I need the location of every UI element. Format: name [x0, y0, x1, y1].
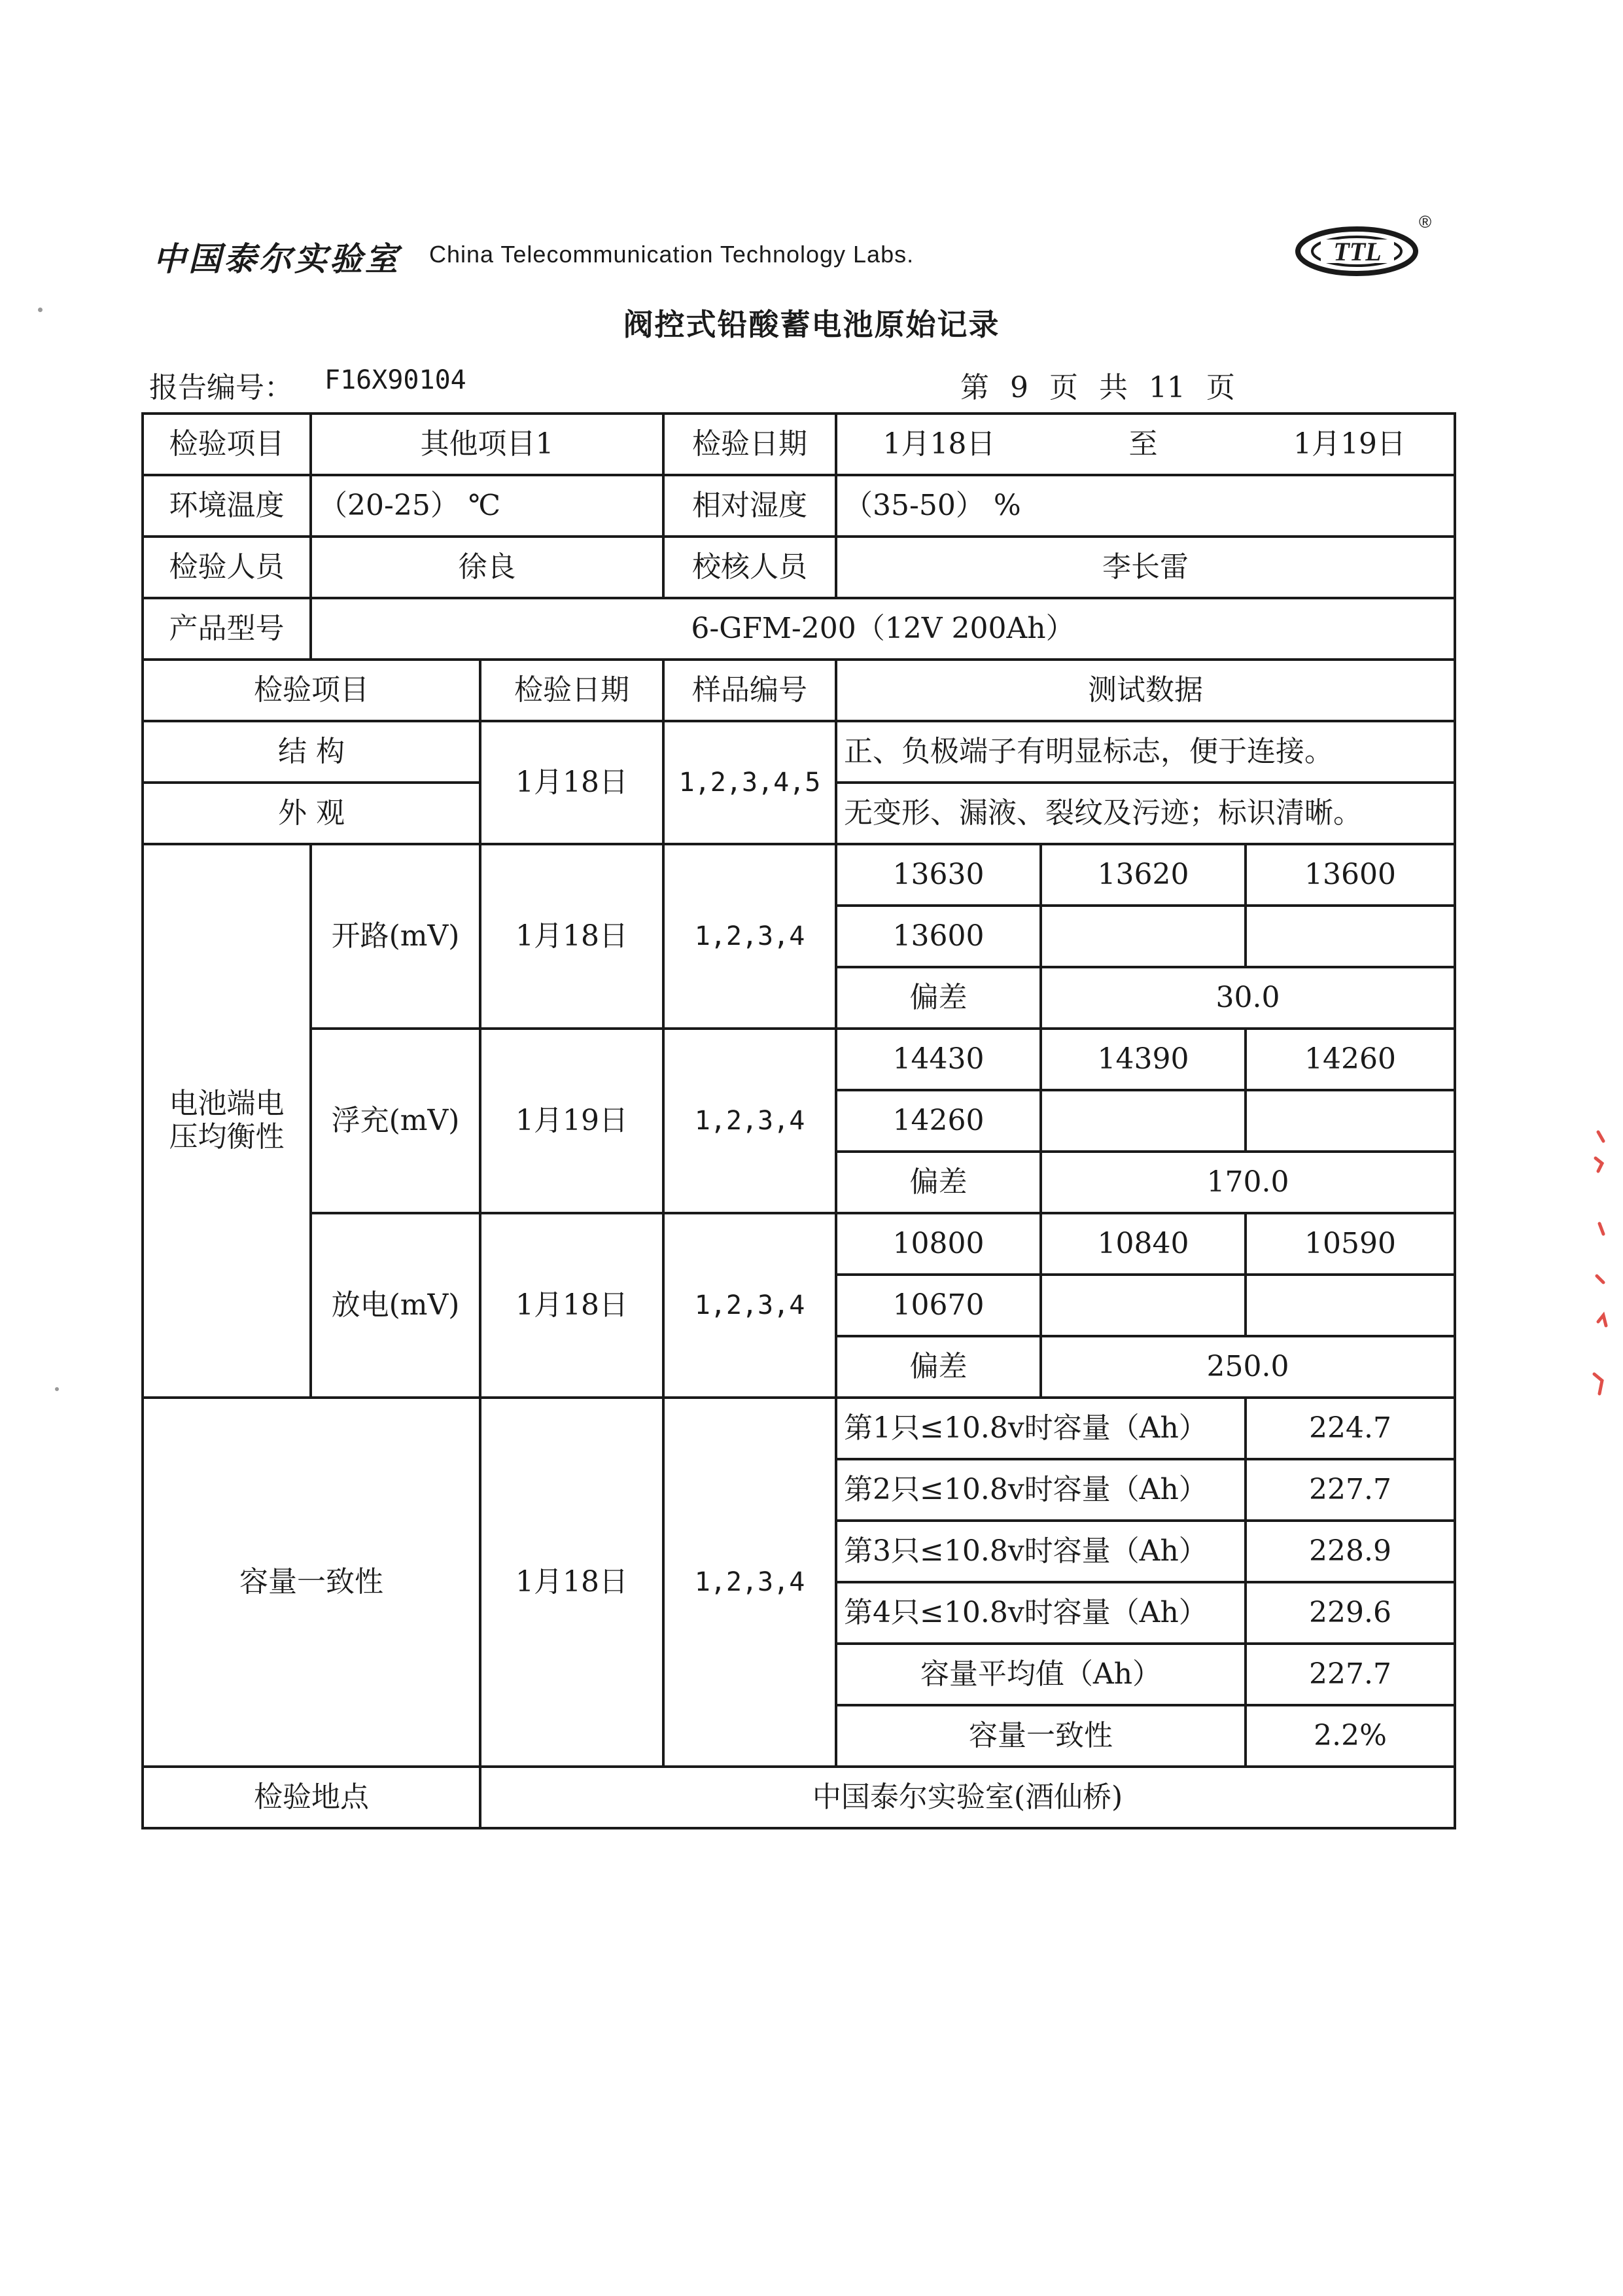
float-deviation-label: 偏差: [836, 1152, 1041, 1213]
empty-cell: [1041, 1275, 1246, 1336]
discharge-label: 放电(mV): [311, 1213, 480, 1398]
discharge-value-2: 10840: [1041, 1213, 1246, 1275]
float-date: 1月19日: [480, 1029, 663, 1213]
discharge-value-4: 10670: [836, 1275, 1041, 1336]
model-value: 6-GFM-200（12V 200Ah）: [311, 598, 1455, 660]
col-sample: 样品编号: [663, 660, 836, 721]
open-label: 开路(mV): [311, 844, 480, 1029]
discharge-value-3: 10590: [1246, 1213, 1455, 1275]
ttl-logo: [1295, 208, 1432, 287]
info-row-item: [143, 414, 1455, 475]
float-label: 浮充(mV): [311, 1029, 480, 1213]
item-value: 其他项目1: [311, 414, 663, 475]
empty-cell: [1041, 906, 1246, 967]
date-label: 检验日期: [663, 414, 836, 475]
discharge-deviation-value: 250.0: [1041, 1336, 1455, 1398]
info-row-staff: [143, 537, 1455, 598]
report-number: F16X90104: [324, 365, 466, 395]
open-value-4: 13600: [836, 906, 1041, 967]
capacity-cell-3-value: 228.9: [1246, 1521, 1455, 1582]
ttl-logo-text: TTL: [1333, 237, 1382, 266]
empty-cell: [1246, 1090, 1455, 1152]
capacity-cell-4-label: 第4只≤10.8v时容量（Ah）: [836, 1582, 1246, 1644]
open-deviation-value: 30.0: [1041, 967, 1455, 1029]
empty-cell: [1041, 1090, 1246, 1152]
open-samples: 1,2,3,4: [663, 844, 836, 1029]
structure-text: 正、负极端子有明显标志，便于连接。: [836, 721, 1455, 783]
empty-cell: [1246, 906, 1455, 967]
date-from: 1月18日: [836, 414, 1041, 475]
float-samples: 1,2,3,4: [663, 1029, 836, 1213]
capacity-cell-2-label: 第2只≤10.8v时容量（Ah）: [836, 1459, 1246, 1521]
open-date: 1月18日: [480, 844, 663, 1029]
capacity-samples: 1,2,3,4: [663, 1398, 836, 1767]
info-row-env: [143, 475, 1455, 537]
voltage-float-row-1: [143, 1029, 1455, 1090]
capacity-cell-4-value: 229.6: [1246, 1582, 1455, 1644]
humidity-value: （35-50） %: [836, 475, 1455, 537]
appearance-label: 外 观: [143, 783, 480, 844]
capacity-cell-3-label: 第3只≤10.8v时容量（Ah）: [836, 1521, 1246, 1582]
float-value-3: 14260: [1246, 1029, 1455, 1090]
discharge-samples: 1,2,3,4: [663, 1213, 836, 1398]
col-item: 检验项目: [143, 660, 480, 721]
capacity-consistency-value: 2.2%: [1246, 1705, 1455, 1767]
structure-label: 结 构: [143, 721, 480, 783]
capacity-label: 容量一致性: [143, 1398, 480, 1767]
capacity-consistency-label: 容量一致性: [836, 1705, 1246, 1767]
voltage-open-row-1: [143, 844, 1455, 906]
capacity-row-1: [143, 1398, 1455, 1459]
capacity-cell-1-value: 224.7: [1246, 1398, 1455, 1459]
inspector-name: 徐良: [311, 537, 663, 598]
capacity-cell-1-label: 第1只≤10.8v时容量（Ah）: [836, 1398, 1246, 1459]
report-line: [149, 364, 1451, 403]
item-label: 检验项目: [143, 414, 311, 475]
date-to: 1月19日: [1246, 414, 1455, 475]
empty-cell: [1246, 1275, 1455, 1336]
checker-name: 李长雷: [836, 537, 1455, 598]
location-label: 检验地点: [143, 1767, 480, 1828]
date-to-word: 至: [1041, 414, 1246, 475]
capacity-avg-label: 容量平均值（Ah）: [836, 1644, 1246, 1705]
voltage-discharge-row-1: [143, 1213, 1455, 1275]
humidity-label: 相对湿度: [663, 475, 836, 537]
open-value-1: 13630: [836, 844, 1041, 906]
col-data: 测试数据: [836, 660, 1455, 721]
structure-row: [143, 721, 1455, 783]
discharge-deviation-label: 偏差: [836, 1336, 1041, 1398]
temperature-value: （20-25） ℃: [311, 475, 663, 537]
structure-samples: 1,2,3,4,5: [663, 721, 836, 844]
location-row: [143, 1767, 1455, 1828]
checker-label: 校核人员: [663, 537, 836, 598]
report-number-label: 报告编号：: [149, 371, 293, 404]
registered-mark: ®: [1419, 212, 1432, 232]
lab-name-en: China Telecommunication Technology Labs.: [429, 241, 915, 268]
document-title: 阀控式铅酸蓄电池原始记录: [623, 307, 1000, 342]
capacity-date: 1月18日: [480, 1398, 663, 1767]
location-value: 中国泰尔实验室(酒仙桥): [480, 1767, 1455, 1828]
appearance-text: 无变形、漏液、裂纹及污迹；标识清晰。: [836, 783, 1455, 844]
discharge-value-1: 10800: [836, 1213, 1041, 1275]
voltage-group-label: 电池端电压均衡性: [143, 844, 311, 1398]
model-label: 产品型号: [143, 598, 311, 660]
open-value-3: 13600: [1246, 844, 1455, 906]
column-header-row: [143, 660, 1455, 721]
scan-speck: [38, 308, 43, 312]
scan-speck: [55, 1387, 59, 1391]
float-deviation-value: 170.0: [1041, 1152, 1455, 1213]
structure-date: 1月18日: [480, 721, 663, 844]
seal-fragment: [1586, 1125, 1613, 1413]
info-row-model: [143, 598, 1455, 660]
float-value-4: 14260: [836, 1090, 1041, 1152]
inspector-label: 检验人员: [143, 537, 311, 598]
page-counter: 第 9 页 共 11 页: [960, 371, 1235, 404]
capacity-avg-value: 227.7: [1246, 1644, 1455, 1705]
discharge-date: 1月18日: [480, 1213, 663, 1398]
float-value-1: 14430: [836, 1029, 1041, 1090]
capacity-cell-2-value: 227.7: [1246, 1459, 1455, 1521]
col-date: 检验日期: [480, 660, 663, 721]
float-value-2: 14390: [1041, 1029, 1246, 1090]
temperature-label: 环境温度: [143, 475, 311, 537]
document-header: [153, 212, 1461, 287]
lab-name-cn: 中国泰尔实验室: [153, 239, 400, 278]
record-table: [141, 412, 1456, 1829]
open-value-2: 13620: [1041, 844, 1246, 906]
open-deviation-label: 偏差: [836, 967, 1041, 1029]
